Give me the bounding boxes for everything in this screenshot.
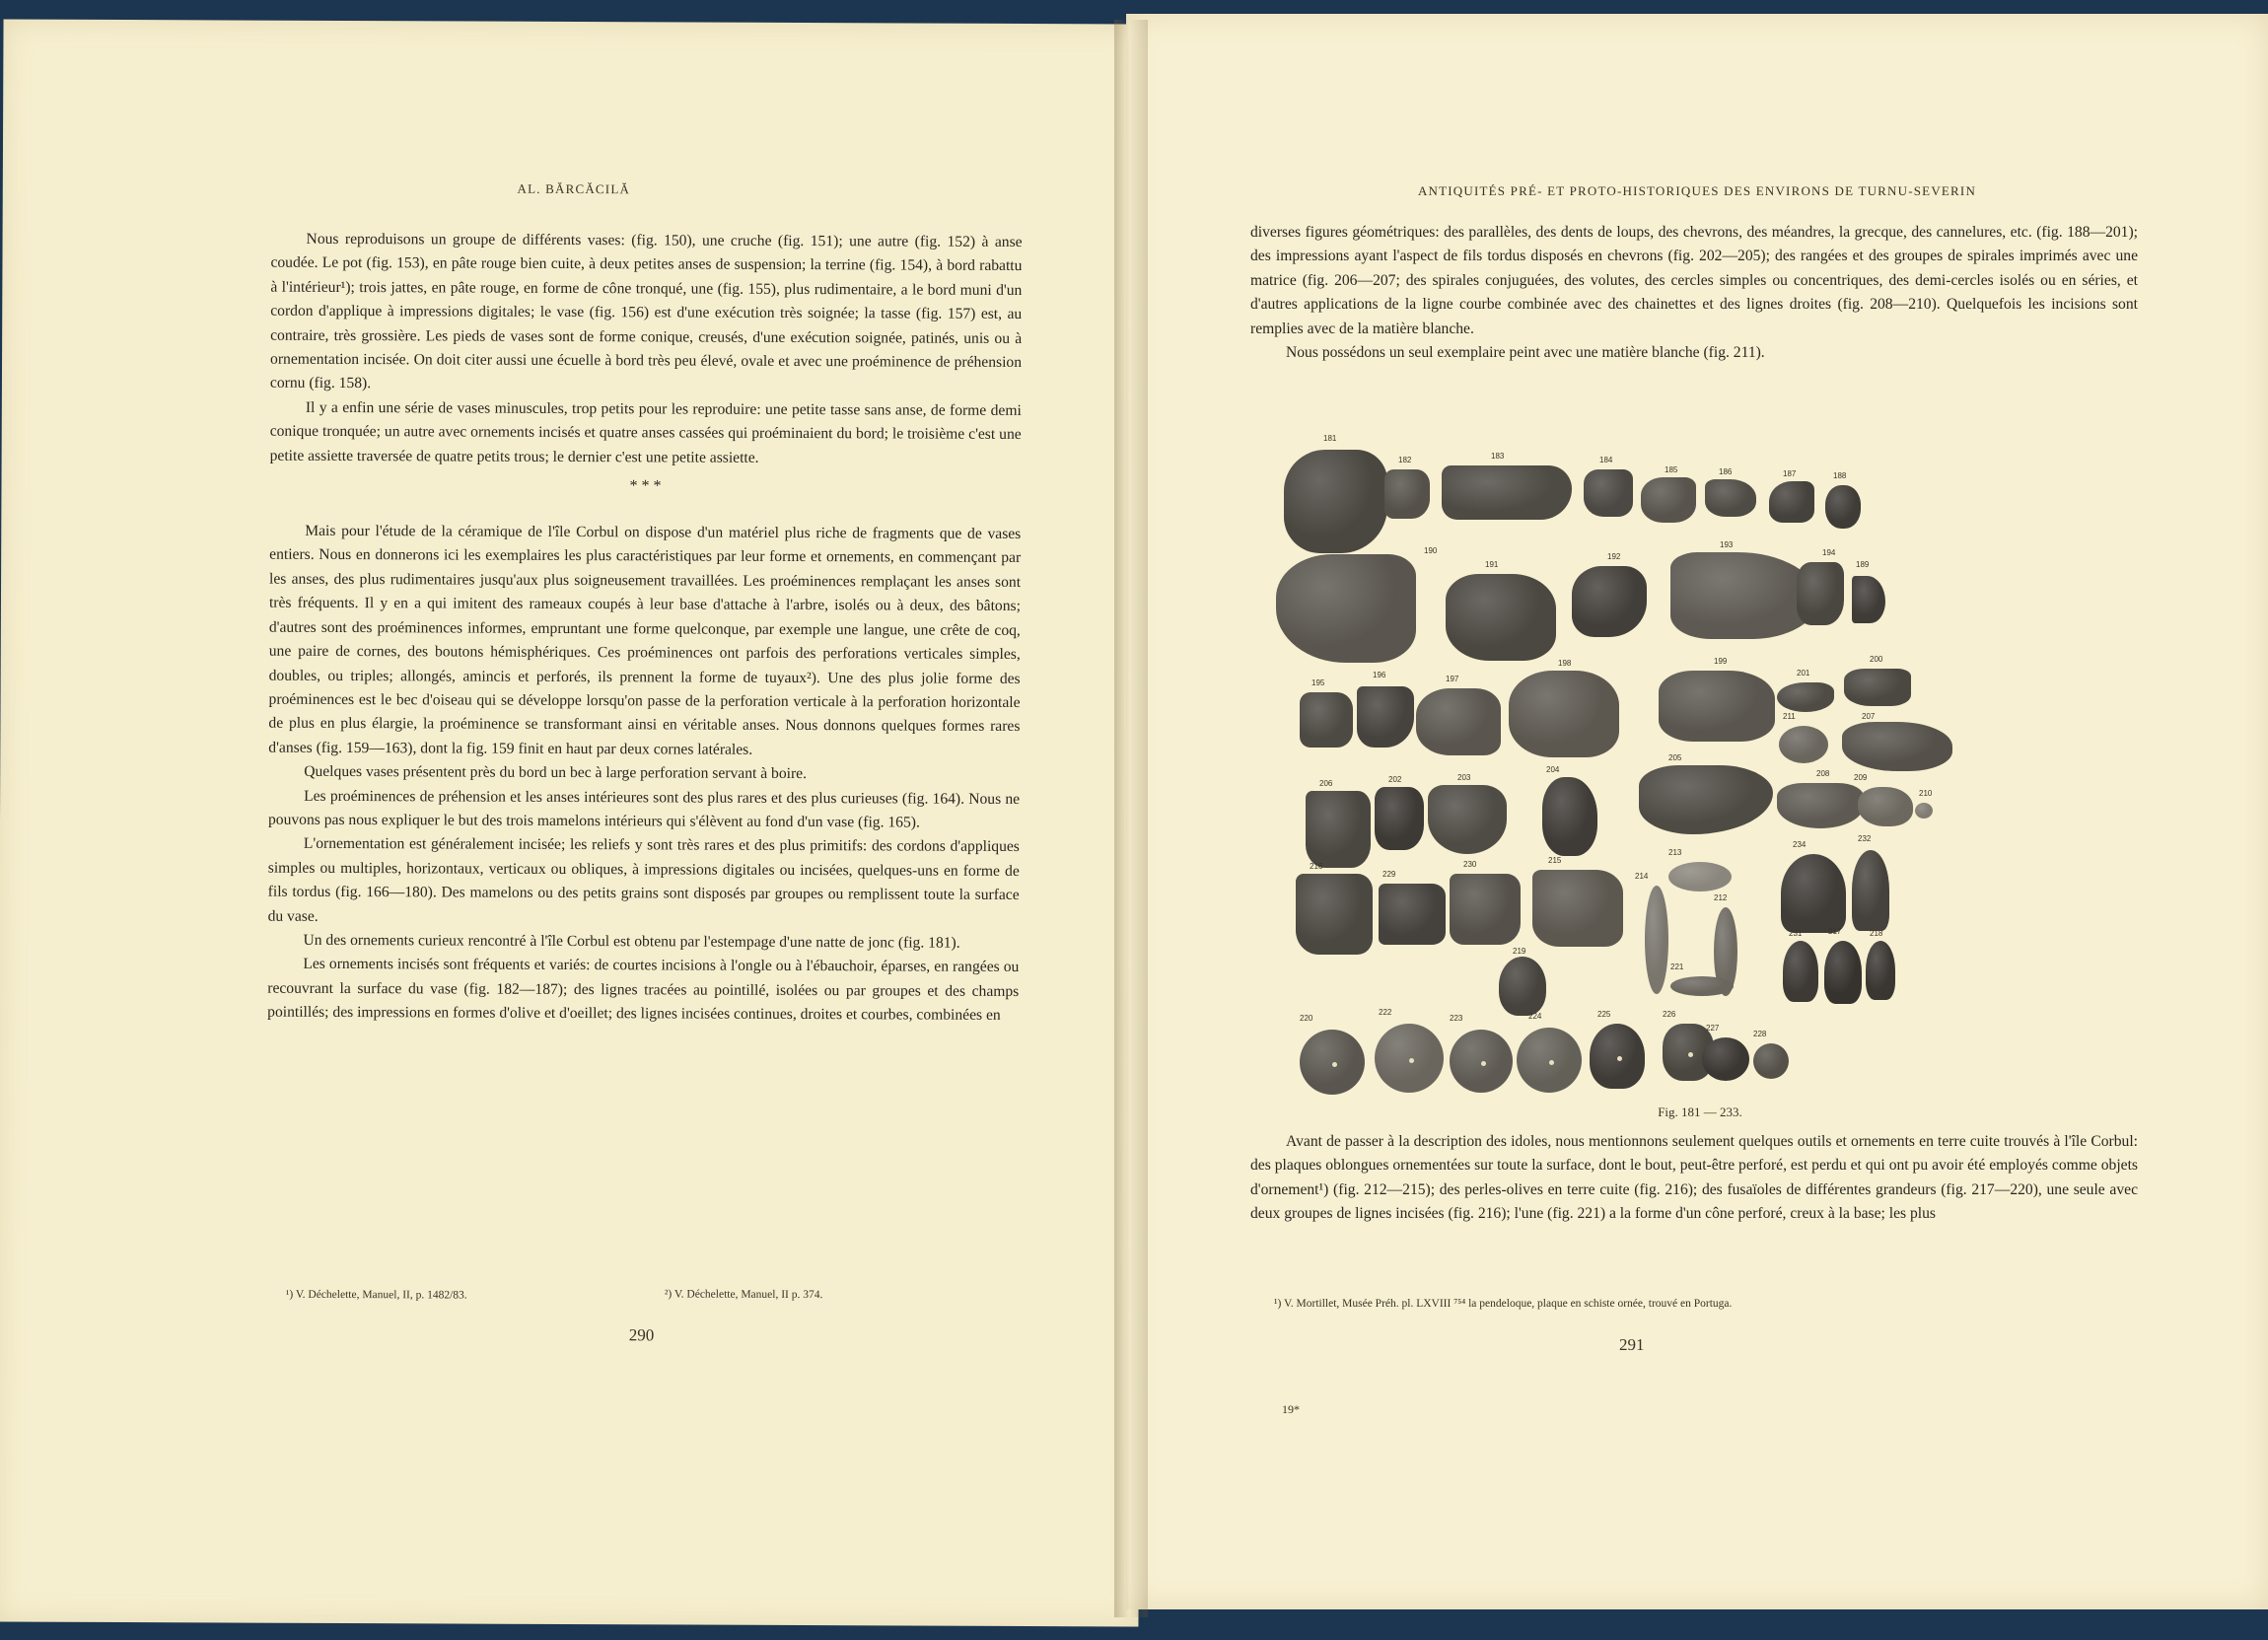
pottery-sherd [1852, 576, 1885, 623]
figure-number-label: 197 [1446, 675, 1459, 683]
figure-number-label: 196 [1373, 671, 1386, 679]
figure-number-label: 209 [1854, 773, 1868, 782]
pottery-sherd [1296, 874, 1373, 955]
pottery-sherd [1499, 957, 1546, 1016]
pottery-sherd [1306, 791, 1371, 868]
book-gutter [1114, 20, 1148, 1617]
right-page [1126, 14, 2268, 1609]
figure-number-label: 211 [1783, 712, 1796, 721]
pottery-sherd [1858, 787, 1913, 826]
pottery-sherd [1705, 479, 1756, 517]
pottery-sherd [1779, 726, 1828, 763]
pottery-sherd [1442, 465, 1572, 520]
left-page [0, 19, 1146, 1626]
footnote-right: ¹) V. Mortillet, Musée Préh. pl. LXVIII ⁷⁵⁴ la pendeloque, plaque en schiste ornée, trouvé en Portuga. [1274, 1298, 1733, 1310]
figure-number-label: 222 [1379, 1008, 1392, 1017]
figure-number-label: 212 [1714, 893, 1728, 902]
pottery-sherd [1753, 1043, 1789, 1079]
figure-number-label: 232 [1858, 834, 1872, 843]
figure-number-label: 213 [1668, 848, 1682, 857]
figure-number-label: 226 [1663, 1010, 1676, 1019]
figure-number-label: 206 [1319, 779, 1333, 788]
figure-number-label: 215 [1548, 856, 1562, 865]
figure-number-label: 228 [1753, 1030, 1767, 1038]
paragraph: Avant de passer à la description des idoles, nous mentionnons seulement quelques outils et ornements en terre cuite trouvés à l'île Corbul: des plaques oblongues ornementées sur toute la surface, dont le bout, peut-être perforé, est perdu et qui ont pu avoir été employés comme objets d'ornement¹) (fig. 212—215); des perles-olives en terre cuite (fig. 216); des fusaïoles de différentes grandeurs (fig. 217—220), une seule avec deux groupes de lignes incisées (fig. 216); l'une (fig. 221) a la forme d'un cône perforé, creux à la base; les plus [1250, 1133, 2138, 1223]
paragraph: Nous possédons un seul exemplaire peint avec une matière blanche (fig. 211). [1286, 344, 1765, 362]
perforation-hole [1688, 1052, 1693, 1057]
figure-number-label: 184 [1599, 456, 1613, 464]
figure-number-label: 195 [1311, 678, 1325, 687]
pottery-sherd [1783, 941, 1818, 1002]
pottery-sherd [1825, 485, 1861, 529]
figure-number-label: 224 [1528, 1012, 1542, 1021]
figure-number-label: 227 [1706, 1024, 1720, 1033]
figure-number-label: 187 [1783, 469, 1797, 478]
page-number-left: 290 [628, 1325, 655, 1345]
paragraph: Les ornements incisés sont fréquents et variés: de courtes incisions à l'ongle ou à l'ébauchoir, éparses, en rangées ou recouvrant la surface du vase (fig. 182—187); des lignes tracées au pointillé, isolées ou par groupes et des champs pointillés; des impressions en formes d'olive et d'oeillet; des lignes incisées continues, droites et courbes, combinées en [267, 956, 1020, 1025]
figure-number-label: 186 [1719, 467, 1733, 476]
figure-number-label: 230 [1463, 860, 1477, 869]
footnote-2: ²) V. Déchelette, Manuel, II p. 374. [664, 1288, 823, 1302]
pottery-sherd [1781, 854, 1846, 933]
figure-number-label: 191 [1485, 560, 1499, 569]
figure-number-label: 214 [1635, 872, 1649, 881]
right-text-column-top [1250, 221, 2138, 365]
figure-number-label: 231 [1789, 929, 1803, 938]
pottery-sherd [1416, 688, 1501, 755]
paragraph: Quelques vases présentent près du bord un bec à large perforation servant à boire. [304, 762, 808, 783]
perforation-hole [1332, 1062, 1337, 1067]
footnote-1: ¹) V. Déchelette, Manuel, II, p. 1482/83. [285, 1288, 467, 1302]
pottery-sherd [1639, 765, 1773, 834]
right-text-column-bottom [1250, 1130, 2138, 1227]
figure-number-label: 203 [1457, 773, 1471, 782]
section-asterism: * * * [629, 477, 662, 495]
figure-number-label: 198 [1558, 659, 1572, 668]
pottery-sherd [1852, 850, 1889, 931]
figure-number-label: 192 [1607, 552, 1621, 561]
figure-number-label: 223 [1450, 1014, 1463, 1023]
perforation-hole [1617, 1056, 1622, 1061]
paragraph: diverses figures géométriques: des parallèles, des dents de loups, des chevrons, des méandres, la grecque, des cannelures, etc. (fig. 188—201); des impressions ayant l'aspect de fils tordus disposés en chevrons (fig. 202—205); des rangées et des groupes de spirales imprimés avec une matrice (fig. 206—207; des spirales conjuguées, des volutes, des cercles simples ou concentriques, des demi-cercles isolés ou en séries, et d'autres applications de la ligne courbe combinée avec des chainettes et des lignes droites (fig. 208—210). Quelquefois les incisions sont remplies avec de la matière blanche. [1250, 224, 2138, 337]
figure-number-label: 210 [1919, 789, 1933, 798]
figure-number-label: 190 [1424, 546, 1438, 555]
perforation-hole [1481, 1061, 1486, 1066]
pottery-sherd [1276, 554, 1416, 663]
pottery-sherd [1509, 671, 1619, 757]
paragraph: L'ornementation est généralement incisée; les reliefs y sont très rares et des plus primitifs: des cordons d'appliques simples ou multiples, horizontaux, verticaux ou obliques, à impressions digitales ou incisées, quelques-uns en forme de fils tordus (fig. 166—180). Des mamelons ou des petits grains sont disposés par groupes ou remplissent toute la surface du vase. [267, 835, 1020, 925]
figure-number-label: 218 [1870, 929, 1883, 938]
pottery-sherd [1450, 874, 1521, 945]
figure-number-label: 188 [1833, 471, 1847, 480]
paragraph: Il y a enfin une série de vases minuscules, trop petits pour les reproduire: une petite tasse sans anse, de forme demi conique tronquée; un autre avec ornements incisés et quatre anses cassées qui proéminaient du bord; le troisième c'est une petite assiette traversée de quatre petits trous; le dernier c'est une petite assiette. [269, 398, 1022, 466]
running-head-left: AL. BĂRCĂCILĂ [517, 180, 631, 197]
pottery-sherd [1842, 722, 1952, 771]
pottery-sherd [1702, 1037, 1749, 1081]
pottery-sherd [1641, 477, 1696, 523]
figure-number-label: 202 [1388, 775, 1402, 784]
pottery-sherd [1375, 787, 1424, 850]
pottery-sherd [1844, 669, 1911, 706]
figure-number-label: 220 [1300, 1014, 1313, 1023]
figure-number-label: 185 [1665, 465, 1678, 474]
paragraph: Un des ornements curieux rencontré à l'île Corbul est obtenu par l'estempage d'une natte de jonc (fig. 181). [303, 931, 960, 952]
figure-number-label: 201 [1797, 669, 1810, 677]
paragraph: Mais pour l'étude de la céramique de l'île Corbul on dispose d'un matériel plus riche de fragments que de vases entiers. Nous en donnerons ici les exemplaires les plus caractéristiques par leur forme et ornements, en commençant par les anses, des plus rudimentaires jusqu'aux plus soigneusement travaillées. Les proéminences remplaçant les anses sont très fréquents. Il y en a qui imitent des rameaux coupés à leur base d'attache à l'arbre, isolés ou à deux, des bâtons; d'autres sont des proéminences informes, empruntant une forme quelconque, par exemple une langue, une crête de coq, une paire de cornes, des boutons hémisphériques. Ces proéminences ont parfois des perforations verticales simples, doubles, ou triples; allongés, amincis et perforés, ils prennent la forme de tuyaux²). Une des plus jolie forme des proéminences est le bec d'oiseau qui se développe lorsqu'on passe de la perforation verticale à la perforation horizontale de plus en plus élargie, la proéminence se transformant ainsi en véritable anses. Nous donnons quelques formes rares d'anses (fig. 159—163), dont la fig. 159 finit en haut par deux cornes latérales. [268, 522, 1022, 758]
signature-mark: 19* [1282, 1402, 1300, 1416]
pottery-sherd [1379, 884, 1446, 945]
perforation-hole [1549, 1060, 1554, 1065]
pottery-sherd [1777, 783, 1864, 828]
left-text-column [267, 228, 1023, 1029]
figure-number-label: 199 [1714, 657, 1728, 666]
pottery-sherd [1357, 686, 1414, 748]
pottery-sherd [1824, 941, 1862, 1004]
figure-caption: Fig. 181 — 233. [1658, 1105, 1742, 1119]
figure-number-label: 193 [1720, 540, 1734, 549]
figure-number-label: 183 [1491, 452, 1505, 461]
figure-number-label: 182 [1398, 456, 1412, 464]
figure-number-label: 217 [1828, 927, 1842, 936]
pottery-sherd [1659, 671, 1775, 742]
figure-plate [1276, 428, 2124, 1119]
figure-number-label: 208 [1816, 769, 1830, 778]
pottery-sherd [1769, 481, 1814, 523]
running-head-right: ANTIQUITÉS PRÉ- ET PROTO-HISTORIQUES DES ENVIRONS DE TURNU-SEVERIN [1417, 183, 1977, 198]
figure-number-label: 207 [1862, 712, 1876, 721]
figure-number-label: 219 [1513, 947, 1526, 956]
pottery-sherd [1668, 862, 1732, 891]
pottery-sherd [1428, 785, 1507, 854]
figure-number-label: 216 [1310, 862, 1323, 871]
pottery-sherd [1584, 469, 1633, 517]
figure-number-label: 200 [1870, 655, 1883, 664]
pottery-sherd [1446, 574, 1556, 661]
pottery-sherd [1572, 566, 1647, 637]
pottery-sherd [1915, 803, 1933, 819]
pottery-sherd [1777, 682, 1834, 712]
perforation-hole [1409, 1058, 1414, 1063]
figure-number-label: 225 [1597, 1010, 1611, 1019]
figure-number-label: 229 [1382, 870, 1396, 879]
paragraph: Nous reproduisons un groupe de différents vases: (fig. 150), une cruche (fig. 151); une autre (fig. 152) à anse coudée. Le pot (fig. 153), en pâte rouge bien cuite, à deux petites anses de suspension; la terrine (fig. 154), à bord rabattu à l'intérieur¹); trois jattes, en pâte rouge, en forme de cône tronqué, une (fig. 155), plus rudimentaire, a le bord muni d'un cordon d'applique à impressions digitales; le vase (fig. 156) est d'une exécution très soignée; la tasse (fig. 157) est, au contraire, très grossière. Les pieds de vases sont de forme conique, creusés, d'une exécution soignée, patinés, unis ou à ornementation incisée. On doit citer aussi une écuelle à bord très peu élevé, ovale et avec une proéminence de préhension cornu (fig. 158). [269, 230, 1023, 392]
figure-number-label: 194 [1822, 548, 1836, 557]
pottery-sherd [1797, 562, 1844, 625]
figure-number-label: 205 [1668, 753, 1682, 762]
pottery-sherd [1670, 976, 1734, 996]
pottery-sherd [1384, 469, 1430, 519]
pottery-sherd [1532, 870, 1623, 947]
page-number-right: 291 [1619, 1335, 1645, 1354]
pottery-sherd [1645, 886, 1668, 994]
figure-number-label: 204 [1546, 765, 1560, 774]
figure-number-label: 221 [1670, 963, 1684, 971]
pottery-sherd [1284, 450, 1387, 553]
pottery-sherd [1866, 941, 1895, 1000]
figure-number-label: 234 [1793, 840, 1807, 849]
figure-number-label: 181 [1323, 434, 1337, 443]
pottery-sherd [1542, 777, 1597, 856]
figure-number-label: 189 [1856, 560, 1870, 569]
paragraph: Les proéminences de préhension et les anses intérieures sont des plus rares et des plus curieuses (fig. 164). Nous ne pouvons pas nous expliquer le but des trois mamelons intérieurs qui s'élèvent au fond d'un vase (fig. 165). [267, 787, 1021, 831]
pottery-sherd [1300, 692, 1353, 748]
